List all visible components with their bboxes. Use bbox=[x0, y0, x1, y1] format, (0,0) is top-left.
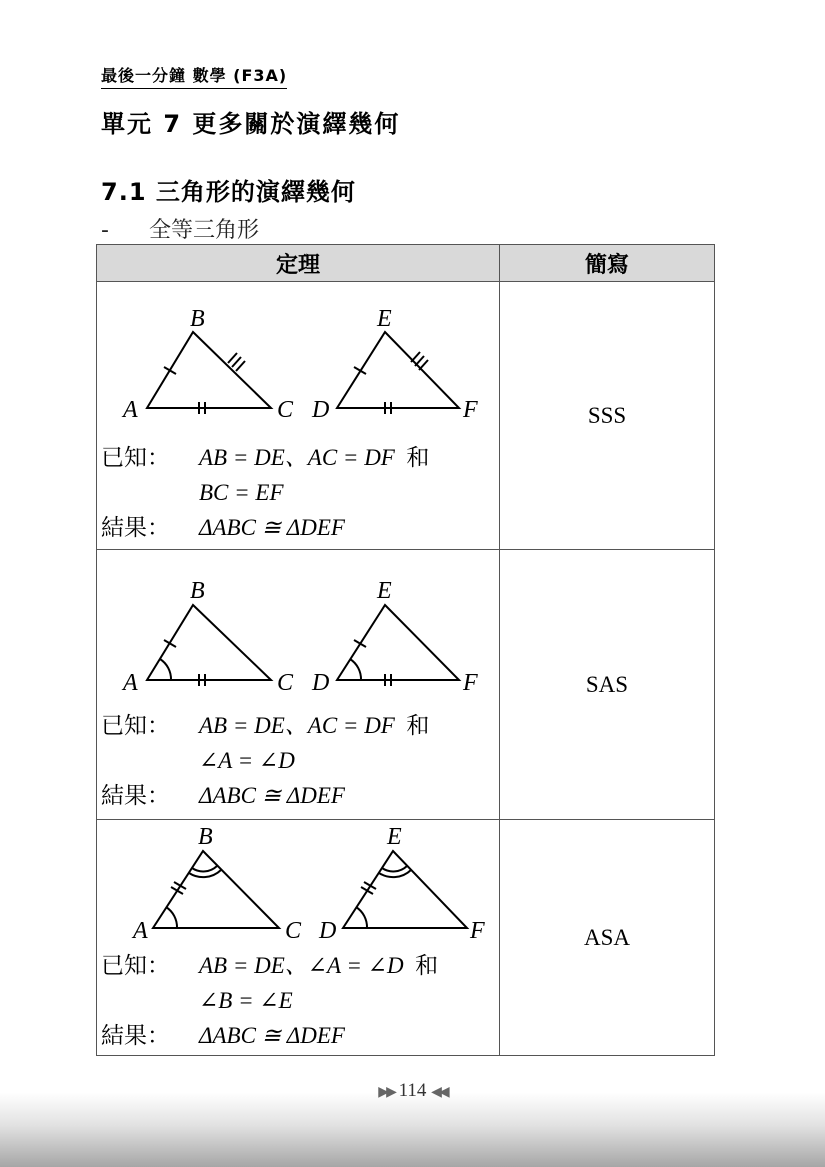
table-row-sas bbox=[97, 550, 715, 820]
triangle-def bbox=[343, 851, 467, 928]
theorem-cell-asa bbox=[97, 820, 500, 1056]
abbreviation-sas: SAS bbox=[500, 550, 715, 820]
given-line-1 bbox=[97, 440, 499, 475]
connector-and: 和 bbox=[406, 713, 430, 738]
angle-arc-a bbox=[160, 659, 171, 680]
abbreviation-sss: SSS bbox=[500, 282, 715, 550]
triangle-abc bbox=[147, 332, 271, 408]
given-line-2 bbox=[97, 983, 499, 1018]
vertex-label-e: E bbox=[387, 824, 402, 850]
theorem-cell-sas bbox=[97, 550, 500, 820]
page-right-arrow-icon: ◀◀ bbox=[431, 1085, 447, 1100]
bullet-item bbox=[101, 213, 259, 244]
table-row-asa bbox=[97, 820, 715, 1056]
result-label: 結果： bbox=[101, 783, 170, 808]
tick-de bbox=[354, 640, 366, 647]
given-condition-2: ∠A = ∠D bbox=[199, 748, 295, 773]
page-number-bar bbox=[0, 1080, 825, 1102]
page-number: 114 bbox=[398, 1080, 427, 1101]
result-label: 結果： bbox=[101, 515, 170, 540]
vertex-label-c: C bbox=[277, 397, 294, 423]
tick-ab-1 bbox=[171, 887, 183, 894]
given-line-2 bbox=[97, 475, 499, 510]
vertex-label-a: A bbox=[123, 670, 138, 696]
result-statement: ΔABC ≅ ΔDEF bbox=[199, 515, 345, 540]
given-label: 已知： bbox=[101, 953, 170, 978]
vertex-label-f: F bbox=[463, 397, 478, 423]
vertex-label-e: E bbox=[377, 306, 392, 332]
vertex-label-d: D bbox=[319, 918, 337, 944]
bullet-dash: - bbox=[101, 218, 109, 243]
connector-and: 和 bbox=[406, 445, 430, 470]
given-condition-2: ∠B = ∠E bbox=[199, 988, 293, 1013]
sss-triangles-figure bbox=[97, 282, 497, 440]
page-left-arrow-icon: ▶▶ bbox=[378, 1085, 394, 1100]
vertex-label-c: C bbox=[285, 918, 302, 944]
triangle-abc bbox=[147, 605, 271, 680]
vertex-label-f: F bbox=[463, 670, 478, 696]
result-label: 結果： bbox=[101, 1023, 170, 1048]
vertex-label-d: D bbox=[312, 670, 330, 696]
vertex-label-b: B bbox=[190, 306, 205, 332]
angle-arc-b-1 bbox=[192, 866, 217, 871]
angle-arc-d bbox=[356, 907, 367, 928]
given-line-2 bbox=[97, 743, 499, 778]
connector-and: 和 bbox=[415, 953, 439, 978]
section-title: 7.1 三角形的演繹幾何 bbox=[101, 178, 356, 206]
given-condition: AB = DE、∠A = ∠D bbox=[199, 953, 404, 978]
congruence-table bbox=[96, 244, 715, 1056]
vertex-label-a: A bbox=[133, 918, 148, 944]
given-line-1 bbox=[97, 708, 499, 743]
bullet-text: 全等三角形 bbox=[149, 218, 260, 243]
table-header-row bbox=[97, 245, 715, 282]
result-statement: ΔABC ≅ ΔDEF bbox=[199, 1023, 345, 1048]
result-statement: ΔABC ≅ ΔDEF bbox=[199, 783, 345, 808]
vertex-label-e: E bbox=[377, 578, 392, 604]
result-line bbox=[97, 778, 499, 813]
given-label: 已知： bbox=[101, 713, 170, 738]
triangle-abc bbox=[153, 851, 279, 928]
tick-de-1 bbox=[361, 887, 373, 894]
given-condition: AB = DE、AC = DF bbox=[199, 713, 395, 738]
book-title: 最後一分鐘 數學 (F3A) bbox=[101, 63, 287, 89]
angle-arc-a bbox=[166, 907, 177, 928]
theorem-cell-sss bbox=[97, 282, 500, 550]
angle-arc-e-1 bbox=[382, 866, 407, 871]
angle-arc-d bbox=[350, 659, 361, 680]
header-abbreviation: 簡寫 bbox=[500, 245, 715, 282]
given-line-1 bbox=[97, 948, 499, 983]
triangle-def bbox=[337, 605, 459, 680]
vertex-label-b: B bbox=[198, 824, 213, 850]
vertex-label-d: D bbox=[312, 397, 330, 423]
given-condition-2: BC = EF bbox=[199, 480, 284, 505]
result-line bbox=[97, 1018, 499, 1053]
abbreviation-asa: ASA bbox=[500, 820, 715, 1056]
asa-triangles-figure bbox=[97, 820, 497, 948]
tick-ab bbox=[164, 367, 176, 374]
given-condition: AB = DE、AC = DF bbox=[199, 445, 395, 470]
vertex-label-b: B bbox=[190, 578, 205, 604]
result-line bbox=[97, 510, 499, 545]
triangle-def bbox=[337, 332, 459, 408]
vertex-label-c: C bbox=[277, 670, 294, 696]
sas-triangles-figure bbox=[97, 550, 497, 708]
given-label: 已知： bbox=[101, 445, 170, 470]
table-row-sss bbox=[97, 282, 715, 550]
vertex-label-a: A bbox=[123, 397, 138, 423]
vertex-label-f: F bbox=[470, 918, 485, 944]
unit-title: 單元 7 更多關於演繹幾何 bbox=[101, 110, 401, 138]
header-theorem: 定理 bbox=[97, 245, 500, 282]
